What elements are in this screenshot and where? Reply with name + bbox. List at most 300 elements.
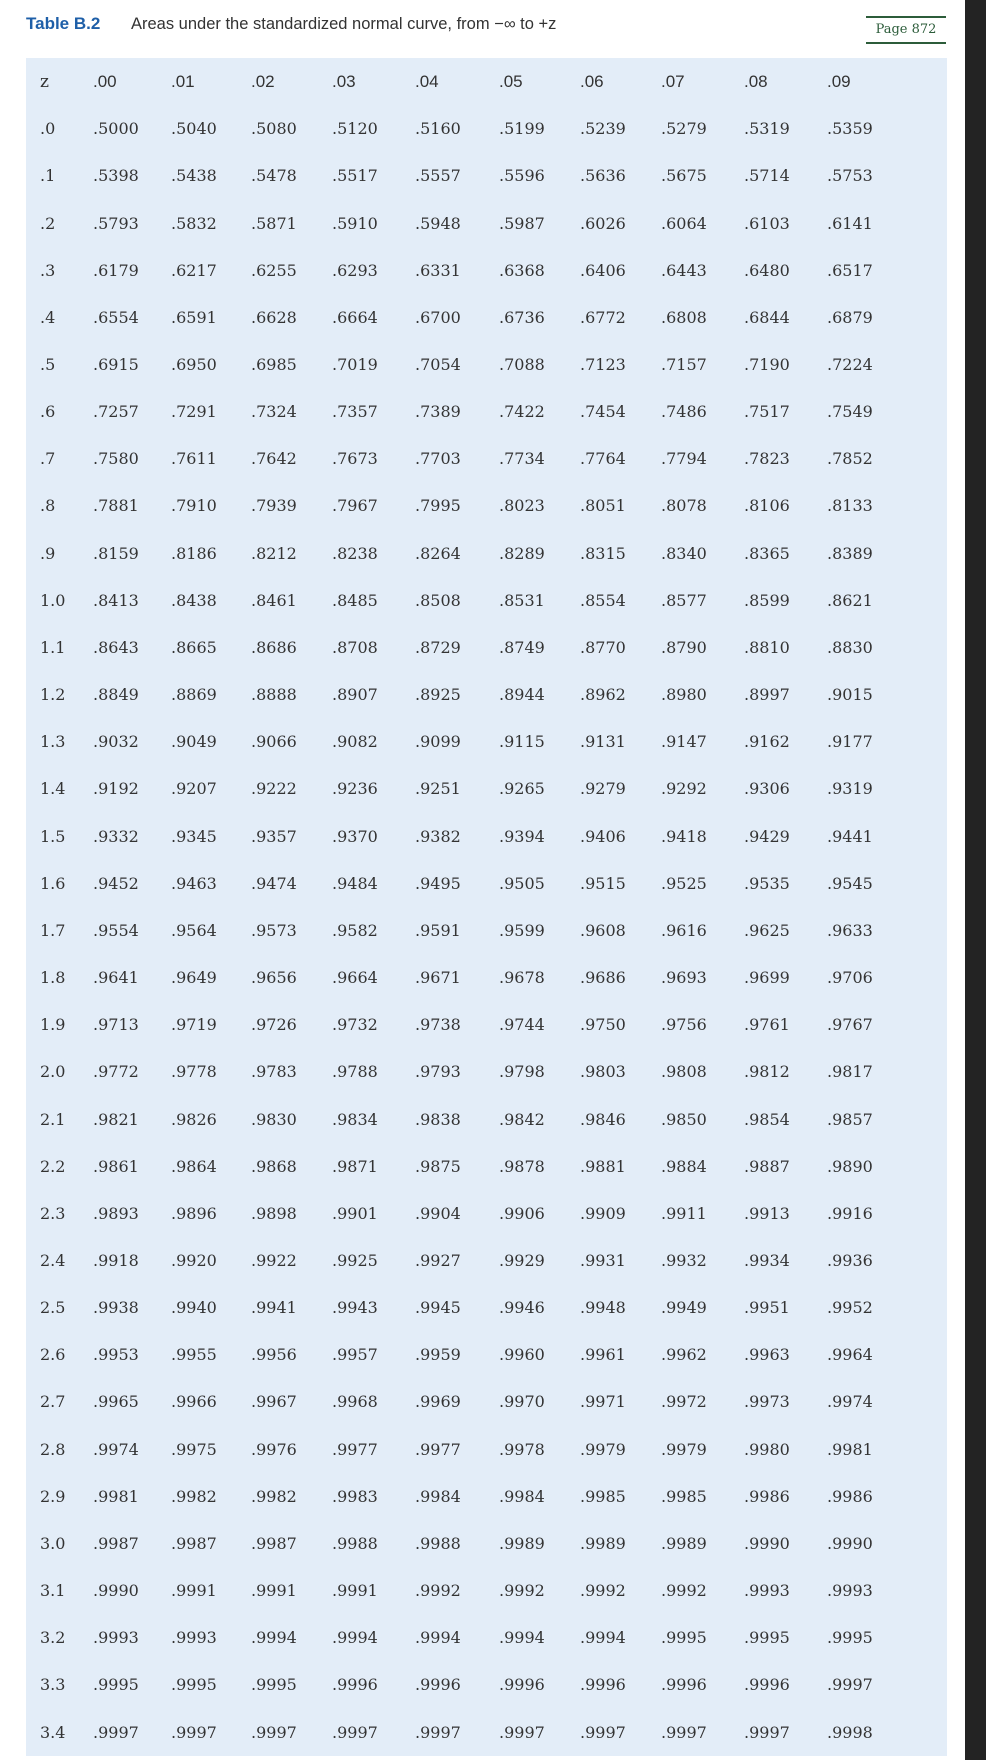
row-z-value: 1.8: [40, 968, 66, 988]
table-cell: .9830: [251, 1109, 297, 1129]
table-cell: .9996: [580, 1675, 626, 1695]
row-z-value: 1.7: [40, 920, 66, 940]
table-cell: .7673: [332, 449, 378, 469]
table-cell: .9997: [827, 1675, 873, 1695]
table-cell: .5987: [499, 213, 545, 233]
column-header: .02: [251, 71, 275, 91]
table-cell: .9887: [744, 1156, 790, 1176]
table-cell: .8238: [332, 543, 378, 563]
row-z-value: 3.3: [40, 1675, 66, 1695]
table-cell: .9964: [827, 1345, 873, 1365]
table-cell: .9608: [580, 920, 626, 940]
row-z-value: .0: [40, 119, 56, 139]
column-header: .09: [827, 71, 851, 91]
table-row: [26, 482, 947, 529]
table-cell: .6255: [251, 260, 297, 280]
table-row: [26, 1473, 947, 1520]
table-row: [26, 1190, 947, 1237]
table-cell: .9980: [744, 1439, 790, 1459]
table-cell: .9147: [661, 732, 707, 752]
table-cell: .6406: [580, 260, 626, 280]
table-cell: .8508: [415, 590, 461, 610]
column-header: .03: [332, 71, 356, 91]
table-cell: .6217: [171, 260, 217, 280]
table-row: [26, 1237, 947, 1284]
table-cell: .6700: [415, 307, 461, 327]
table-cell: .9370: [332, 826, 378, 846]
table-cell: .9918: [93, 1250, 139, 1270]
table-cell: .9082: [332, 732, 378, 752]
table-cell: .9834: [332, 1109, 378, 1129]
table-cell: .9162: [744, 732, 790, 752]
table-cell: .9927: [415, 1250, 461, 1270]
table-cell: .9993: [744, 1581, 790, 1601]
table-row: [26, 1284, 947, 1331]
table-cell: .9949: [661, 1298, 707, 1318]
table-cell: .9850: [661, 1109, 707, 1129]
table-cell: .9484: [332, 873, 378, 893]
row-z-value: 2.7: [40, 1392, 66, 1412]
table-cell: .5793: [93, 213, 139, 233]
table-cell: .9406: [580, 826, 626, 846]
table-cell: .9821: [93, 1109, 139, 1129]
table-cell: .9987: [171, 1533, 217, 1553]
table-cell: .5596: [499, 166, 545, 186]
table-cell: .9984: [499, 1486, 545, 1506]
table-cell: .9793: [415, 1062, 461, 1082]
column-header: .01: [171, 71, 195, 91]
table-cell: .6950: [171, 355, 217, 375]
table-cell: .9993: [827, 1581, 873, 1601]
table-cell: .9767: [827, 1015, 873, 1035]
row-z-value: 2.5: [40, 1298, 66, 1318]
table-cell: .6879: [827, 307, 873, 327]
table-cell: .9641: [93, 968, 139, 988]
row-z-value: 2.0: [40, 1062, 66, 1082]
row-z-value: .1: [40, 166, 56, 186]
table-cell: .9982: [251, 1486, 297, 1506]
table-cell: .9932: [661, 1250, 707, 1270]
table-cell: .9920: [171, 1250, 217, 1270]
table-cell: .9991: [251, 1581, 297, 1601]
table-cell: .9985: [580, 1486, 626, 1506]
table-cell: .6480: [744, 260, 790, 280]
column-header: .04: [415, 71, 439, 91]
table-cell: .7995: [415, 496, 461, 516]
table-cell: .9977: [415, 1439, 461, 1459]
row-z-value: .3: [40, 260, 56, 280]
table-cell: .9974: [93, 1439, 139, 1459]
row-z-value: 1.1: [40, 637, 66, 657]
column-header-z: z: [40, 71, 49, 92]
table-cell: .9798: [499, 1062, 545, 1082]
table-cell: .9279: [580, 779, 626, 799]
table-row: [26, 1378, 947, 1425]
table-cell: .9693: [661, 968, 707, 988]
table-cell: .9943: [332, 1298, 378, 1318]
table-cell: .9788: [332, 1062, 378, 1082]
table-cell: .9995: [661, 1628, 707, 1648]
table-cell: .9996: [499, 1675, 545, 1695]
table-row: [26, 199, 947, 246]
table-cell: .9985: [661, 1486, 707, 1506]
table-cell: .8051: [580, 496, 626, 516]
table-cell: .9463: [171, 873, 217, 893]
table-cell: .9756: [661, 1015, 707, 1035]
table-cell: .9131: [580, 732, 626, 752]
table-cell: .9808: [661, 1062, 707, 1082]
table-cell: .7967: [332, 496, 378, 516]
table-cell: .9678: [499, 968, 545, 988]
table-cell: .9955: [171, 1345, 217, 1365]
table-cell: .7517: [744, 402, 790, 422]
table-cell: .9893: [93, 1203, 139, 1223]
table-cell: .9938: [93, 1298, 139, 1318]
row-z-value: .2: [40, 213, 56, 233]
table-cell: .9953: [93, 1345, 139, 1365]
table-cell: .9946: [499, 1298, 545, 1318]
table-cell: .5279: [661, 119, 707, 139]
table-cell: .8186: [171, 543, 217, 563]
table-cell: .9995: [93, 1675, 139, 1695]
table-cell: .9803: [580, 1062, 626, 1082]
table-cell: .8708: [332, 637, 378, 657]
table-cell: .8212: [251, 543, 297, 563]
table-row: [26, 1520, 947, 1567]
table-cell: .5517: [332, 166, 378, 186]
table-cell: .9995: [827, 1628, 873, 1648]
table-cell: .8413: [93, 590, 139, 610]
table-cell: .9778: [171, 1062, 217, 1082]
table-cell: .6736: [499, 307, 545, 327]
table-cell: .5832: [171, 213, 217, 233]
table-cell: .9525: [661, 873, 707, 893]
table-cell: .9032: [93, 732, 139, 752]
table-cell: .9495: [415, 873, 461, 893]
table-cell: .7422: [499, 402, 545, 422]
table-cell: .8869: [171, 685, 217, 705]
table-cell: .9842: [499, 1109, 545, 1129]
table-cell: .9671: [415, 968, 461, 988]
table-cell: .9952: [827, 1298, 873, 1318]
table-cell: .9236: [332, 779, 378, 799]
table-cell: .9394: [499, 826, 545, 846]
row-z-value: 2.1: [40, 1109, 66, 1129]
table-cell: .8599: [744, 590, 790, 610]
table-cell: .9966: [171, 1392, 217, 1412]
column-header: .07: [661, 71, 685, 91]
table-cell: .9846: [580, 1109, 626, 1129]
table-cell: .9868: [251, 1156, 297, 1176]
table-cell: .9265: [499, 779, 545, 799]
table-cell: .9983: [332, 1486, 378, 1506]
table-cell: .9945: [415, 1298, 461, 1318]
table-row: [26, 954, 947, 1001]
table-cell: .5359: [827, 119, 873, 139]
table-cell: .8531: [499, 590, 545, 610]
table-cell: .5160: [415, 119, 461, 139]
table-cell: .9452: [93, 873, 139, 893]
table-cell: .5478: [251, 166, 297, 186]
normal-distribution-table: [26, 58, 947, 1756]
table-cell: .8907: [332, 685, 378, 705]
table-cell: .8997: [744, 685, 790, 705]
table-row: [26, 624, 947, 671]
table-cell: .7190: [744, 355, 790, 375]
table-cell: .9719: [171, 1015, 217, 1035]
table-cell: .9990: [827, 1533, 873, 1553]
table-cell: .7764: [580, 449, 626, 469]
table-cell: .9956: [251, 1345, 297, 1365]
table-cell: .9997: [171, 1722, 217, 1742]
table-row: [26, 247, 947, 294]
table-cell: .5714: [744, 166, 790, 186]
table-cell: .9997: [332, 1722, 378, 1742]
normal-table-panel: [26, 58, 947, 1756]
table-cell: .7088: [499, 355, 545, 375]
table-cell: .6103: [744, 213, 790, 233]
row-z-value: 2.3: [40, 1203, 66, 1223]
table-cell: .6026: [580, 213, 626, 233]
table-row: [26, 1048, 947, 1095]
table-cell: .9706: [827, 968, 873, 988]
table-cell: .8438: [171, 590, 217, 610]
table-cell: .9989: [580, 1533, 626, 1553]
table-cell: .8159: [93, 543, 139, 563]
table-cell: .7224: [827, 355, 873, 375]
table-row: [26, 1331, 947, 1378]
table-cell: .9993: [93, 1628, 139, 1648]
table-cell: .9973: [744, 1392, 790, 1412]
table-cell: .9441: [827, 826, 873, 846]
table-cell: .7881: [93, 496, 139, 516]
row-z-value: 1.2: [40, 685, 66, 705]
table-cell: .9750: [580, 1015, 626, 1035]
table-cell: .9963: [744, 1345, 790, 1365]
row-z-value: 3.1: [40, 1581, 66, 1601]
table-cell: .9972: [661, 1392, 707, 1412]
table-cell: .9890: [827, 1156, 873, 1176]
table-cell: .9726: [251, 1015, 297, 1035]
table-cell: .5753: [827, 166, 873, 186]
table-cell: .9922: [251, 1250, 297, 1270]
table-cell: .9995: [251, 1675, 297, 1695]
table-cell: .8849: [93, 685, 139, 705]
table-cell: .9997: [661, 1722, 707, 1742]
table-cell: .9099: [415, 732, 461, 752]
table-cell: .9049: [171, 732, 217, 752]
table-cell: .6517: [827, 260, 873, 280]
table-cell: .9975: [171, 1439, 217, 1459]
table-cell: .9599: [499, 920, 545, 940]
table-cell: .9319: [827, 779, 873, 799]
table-cell: .6331: [415, 260, 461, 280]
table-cell: .9978: [499, 1439, 545, 1459]
table-cell: .7939: [251, 496, 297, 516]
table-cell: .7486: [661, 402, 707, 422]
table-cell: .9934: [744, 1250, 790, 1270]
row-z-value: .7: [40, 449, 56, 469]
table-cell: .9941: [251, 1298, 297, 1318]
table-row: [26, 765, 947, 812]
table-cell: .9554: [93, 920, 139, 940]
table-cell: .7549: [827, 402, 873, 422]
row-z-value: 2.8: [40, 1439, 66, 1459]
table-cell: .7852: [827, 449, 873, 469]
table-cell: .7054: [415, 355, 461, 375]
table-cell: .8023: [499, 496, 545, 516]
column-header-row: [26, 58, 947, 105]
table-cell: .9988: [415, 1533, 461, 1553]
row-z-value: 3.0: [40, 1533, 66, 1553]
page-number-stamp: Page 872: [866, 16, 946, 44]
table-cell: .9936: [827, 1250, 873, 1270]
table-row: [26, 1708, 947, 1755]
table-cell: .9994: [251, 1628, 297, 1648]
table-row: [26, 1143, 947, 1190]
table-cell: .9965: [93, 1392, 139, 1412]
table-row: [26, 435, 947, 482]
table-cell: .9982: [171, 1486, 217, 1506]
table-cell: .9984: [415, 1486, 461, 1506]
table-cell: .5080: [251, 119, 297, 139]
table-cell: .9994: [415, 1628, 461, 1648]
table-cell: .9357: [251, 826, 297, 846]
table-cell: .9971: [580, 1392, 626, 1412]
table-cell: .8461: [251, 590, 297, 610]
table-cell: .9861: [93, 1156, 139, 1176]
table-cell: .9906: [499, 1203, 545, 1223]
table-cell: .5438: [171, 166, 217, 186]
table-cell: .9929: [499, 1250, 545, 1270]
table-cell: .9857: [827, 1109, 873, 1129]
table-cell: .5319: [744, 119, 790, 139]
table-cell: .9940: [171, 1298, 217, 1318]
table-cell: .5040: [171, 119, 217, 139]
table-cell: .9901: [332, 1203, 378, 1223]
table-cell: .6844: [744, 307, 790, 327]
table-cell: .9992: [415, 1581, 461, 1601]
table-head: [26, 58, 947, 105]
table-cell: .9981: [827, 1439, 873, 1459]
table-cell: .9115: [499, 732, 545, 752]
table-cell: .9977: [332, 1439, 378, 1459]
table-cell: .9515: [580, 873, 626, 893]
table-cell: .8810: [744, 637, 790, 657]
row-z-value: 3.4: [40, 1722, 66, 1742]
table-header: [0, 0, 965, 52]
table-cell: .9991: [332, 1581, 378, 1601]
table-cell: .9192: [93, 779, 139, 799]
table-cell: .9994: [332, 1628, 378, 1648]
table-cell: .5120: [332, 119, 378, 139]
table-row: [26, 1614, 947, 1661]
table-cell: .9505: [499, 873, 545, 893]
table-cell: .8365: [744, 543, 790, 563]
column-header: .05: [499, 71, 523, 91]
table-cell: .8106: [744, 496, 790, 516]
table-cell: .9382: [415, 826, 461, 846]
table-cell: .9761: [744, 1015, 790, 1035]
table-cell: .8944: [499, 685, 545, 705]
table-cell: .5000: [93, 119, 139, 139]
table-cell: .7642: [251, 449, 297, 469]
table-cell: .9959: [415, 1345, 461, 1365]
table-cell: .6064: [661, 213, 707, 233]
table-cell: .6808: [661, 307, 707, 327]
table-cell: .8340: [661, 543, 707, 563]
table-cell: .9686: [580, 968, 626, 988]
table-cell: .9962: [661, 1345, 707, 1365]
table-cell: .9875: [415, 1156, 461, 1176]
table-caption: Areas under the standardized normal curve, from −∞ to +z: [131, 15, 557, 33]
table-cell: .9474: [251, 873, 297, 893]
table-cell: .7580: [93, 449, 139, 469]
table-cell: .7611: [171, 449, 217, 469]
table-cell: .9974: [827, 1392, 873, 1412]
table-cell: .9306: [744, 779, 790, 799]
table-cell: .8643: [93, 637, 139, 657]
table-row: [26, 1095, 947, 1142]
table-cell: .8554: [580, 590, 626, 610]
table-cell: .9968: [332, 1392, 378, 1412]
table-cell: .9970: [499, 1392, 545, 1412]
table-cell: .9992: [580, 1581, 626, 1601]
table-cell: .9826: [171, 1109, 217, 1129]
table-row: [26, 813, 947, 860]
table-cell: .9992: [499, 1581, 545, 1601]
table-cell: .9979: [580, 1439, 626, 1459]
table-cell: .9898: [251, 1203, 297, 1223]
table-cell: .9564: [171, 920, 217, 940]
table-cell: .9991: [171, 1581, 217, 1601]
column-header: .08: [744, 71, 768, 91]
table-cell: .9993: [171, 1628, 217, 1648]
table-cell: .7823: [744, 449, 790, 469]
table-cell: .8729: [415, 637, 461, 657]
table-row: [26, 105, 947, 152]
table-cell: .7454: [580, 402, 626, 422]
table-cell: .9994: [580, 1628, 626, 1648]
table-cell: .7157: [661, 355, 707, 375]
table-cell: .9207: [171, 779, 217, 799]
table-cell: .7291: [171, 402, 217, 422]
table-cell: .9992: [661, 1581, 707, 1601]
row-z-value: 1.3: [40, 732, 66, 752]
table-cell: .9951: [744, 1298, 790, 1318]
table-row: [26, 1567, 947, 1614]
table-cell: .9976: [251, 1439, 297, 1459]
table-row: [26, 907, 947, 954]
table-cell: .9904: [415, 1203, 461, 1223]
table-cell: .9535: [744, 873, 790, 893]
table-cell: .9911: [661, 1203, 707, 1223]
table-cell: .8289: [499, 543, 545, 563]
table-cell: .9573: [251, 920, 297, 940]
table-cell: .9812: [744, 1062, 790, 1082]
table-cell: .8980: [661, 685, 707, 705]
table-body: [26, 105, 947, 1755]
row-z-value: .5: [40, 355, 56, 375]
table-cell: .9957: [332, 1345, 378, 1365]
table-cell: .9332: [93, 826, 139, 846]
table-cell: .6554: [93, 307, 139, 327]
table-cell: .8749: [499, 637, 545, 657]
table-cell: .9948: [580, 1298, 626, 1318]
table-cell: .9996: [744, 1675, 790, 1695]
table-cell: .8888: [251, 685, 297, 705]
table-cell: .9649: [171, 968, 217, 988]
